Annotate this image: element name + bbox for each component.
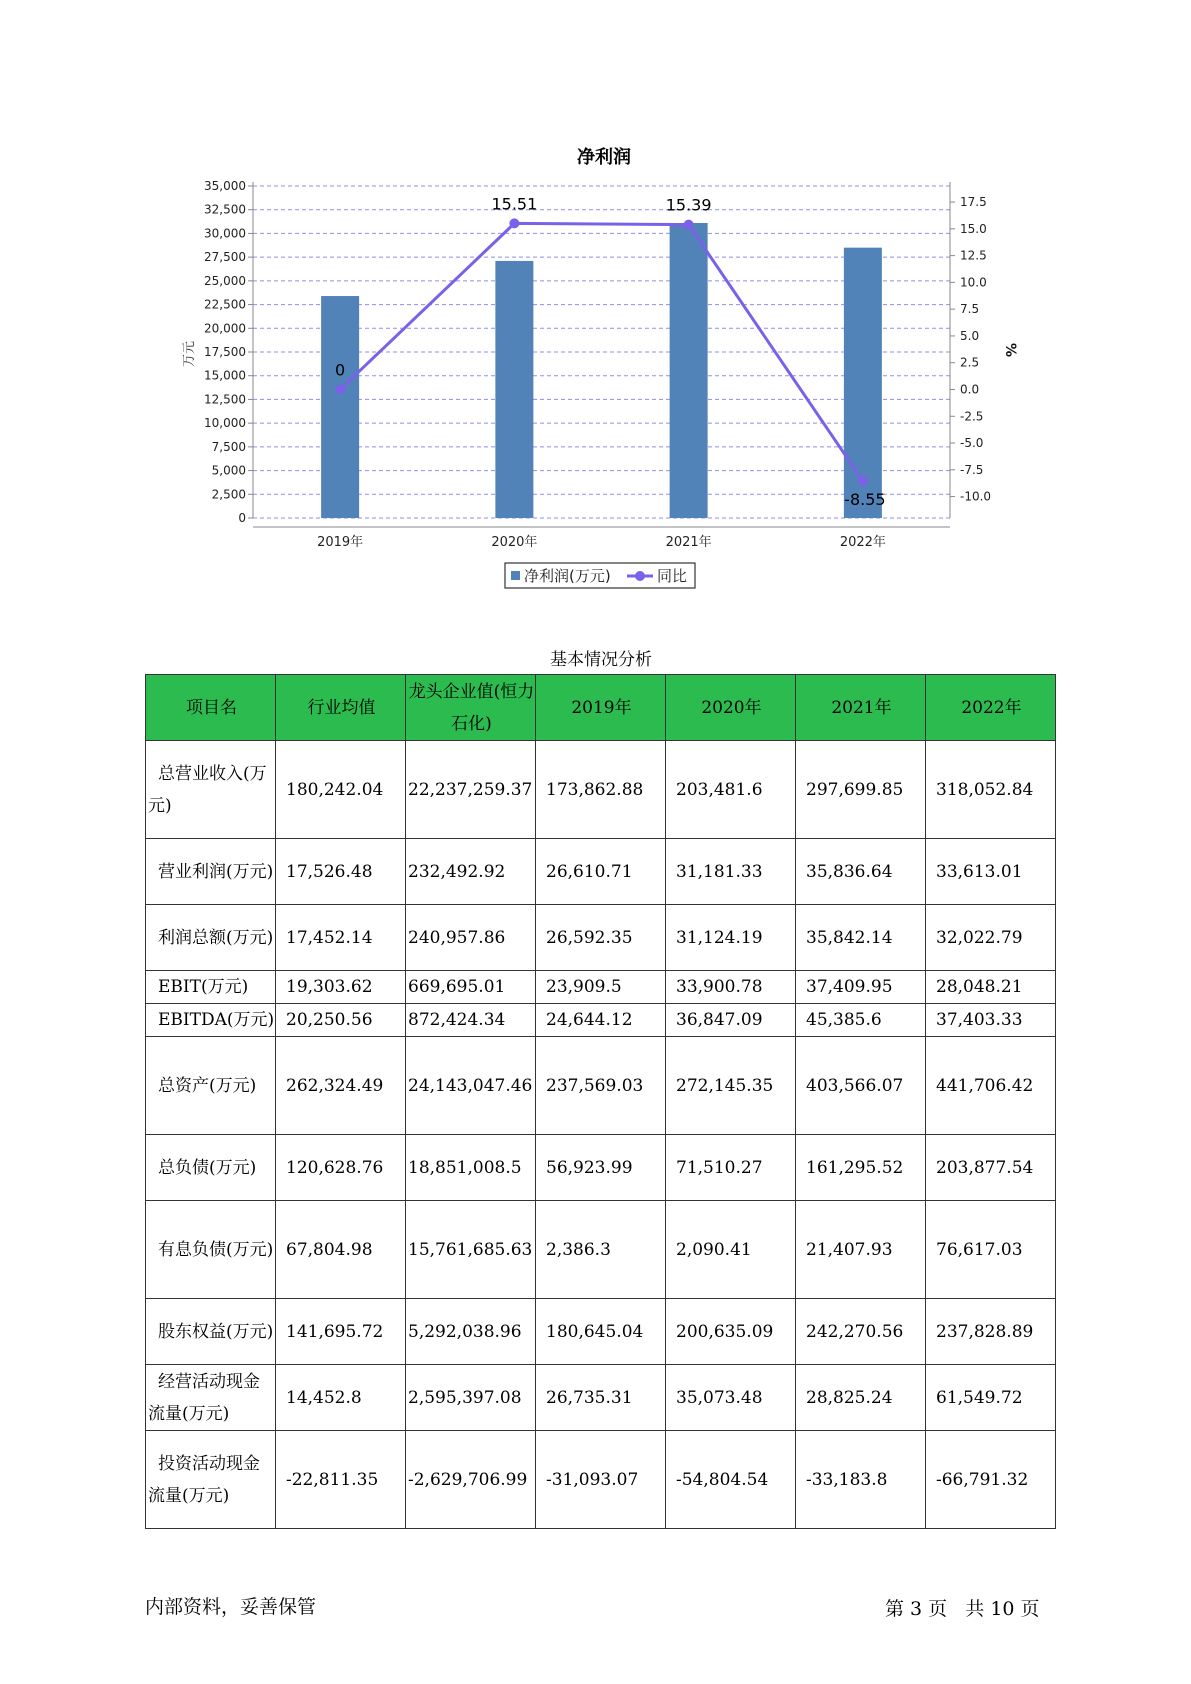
left-tick-label: 17,500 xyxy=(204,345,246,359)
value-cell: 37,403.33 xyxy=(926,1004,1056,1037)
legend-bar-label: 净利润(万元) xyxy=(524,567,611,585)
right-tick-label: 17.5 xyxy=(960,195,987,210)
value-cell: 26,610.71 xyxy=(536,839,666,905)
value-cell: 31,181.33 xyxy=(666,839,796,905)
value-cell: 14,452.8 xyxy=(276,1365,406,1431)
right-tick-label: 12.5 xyxy=(960,248,987,263)
value-cell: -2,629,706.99 xyxy=(406,1431,536,1529)
right-tick-label: 15.0 xyxy=(960,221,987,236)
left-axis-label: 万元 xyxy=(182,340,197,368)
column-header: 龙头企业值(恒力石化) xyxy=(406,675,536,741)
table-row xyxy=(146,741,1056,839)
value-cell: 35,836.64 xyxy=(796,839,926,905)
value-cell: 33,900.78 xyxy=(666,971,796,1004)
table-row xyxy=(146,1365,1056,1431)
x-tick-label: 2020年 xyxy=(491,535,538,550)
yoy-point xyxy=(858,476,868,486)
left-tick-label: 22,500 xyxy=(204,297,246,312)
value-cell: 318,052.84 xyxy=(926,741,1056,839)
x-tick-label: 2021年 xyxy=(665,535,712,550)
value-cell: 61,549.72 xyxy=(926,1365,1056,1431)
left-tick-label: 30,000 xyxy=(204,226,246,241)
value-cell: 2,386.3 xyxy=(536,1201,666,1299)
value-cell: -54,804.54 xyxy=(666,1431,796,1529)
value-cell: 37,409.95 xyxy=(796,971,926,1004)
net-profit-bar xyxy=(321,296,359,518)
yoy-point xyxy=(335,384,345,394)
right-axis-label: % xyxy=(1002,342,1018,358)
column-header: 项目名 xyxy=(146,675,276,741)
value-cell: 21,407.93 xyxy=(796,1201,926,1299)
value-cell: 45,385.6 xyxy=(796,1004,926,1037)
column-header: 行业均值 xyxy=(276,675,406,741)
value-cell: 17,452.14 xyxy=(276,905,406,971)
value-cell: 203,481.6 xyxy=(666,741,796,839)
value-cell: 237,828.89 xyxy=(926,1299,1056,1365)
basic-analysis-table xyxy=(145,674,1056,1529)
left-tick-label: 27,500 xyxy=(204,250,246,265)
left-tick-label: 25,000 xyxy=(204,273,246,288)
row-label-cell: 利润总额(万元) xyxy=(146,905,276,971)
legend-line-marker xyxy=(635,571,645,581)
row-label-cell: 投资活动现金流量(万元) xyxy=(146,1431,276,1529)
value-cell: 141,695.72 xyxy=(276,1299,406,1365)
right-tick-label: -5.0 xyxy=(960,436,984,451)
value-cell: 32,022.79 xyxy=(926,905,1056,971)
value-cell: 237,569.03 xyxy=(536,1037,666,1135)
value-cell: 24,143,047.46 xyxy=(406,1037,536,1135)
net-profit-bar xyxy=(495,261,533,518)
value-cell: 28,825.24 xyxy=(796,1365,926,1431)
value-cell: 403,566.07 xyxy=(796,1037,926,1135)
value-cell: 26,735.31 xyxy=(536,1365,666,1431)
value-cell: 180,242.04 xyxy=(276,741,406,839)
value-cell: 24,644.12 xyxy=(536,1004,666,1037)
value-cell: 232,492.92 xyxy=(406,839,536,905)
left-tick-label: 5,000 xyxy=(211,463,246,478)
value-cell: 19,303.62 xyxy=(276,971,406,1004)
table-row xyxy=(146,839,1056,905)
left-tick-label: 2,500 xyxy=(211,487,246,502)
value-cell: 240,957.86 xyxy=(406,905,536,971)
left-tick-label: 15,000 xyxy=(204,368,246,383)
left-tick-label: 10,000 xyxy=(204,416,246,431)
value-cell: 297,699.85 xyxy=(796,741,926,839)
value-cell: 26,592.35 xyxy=(536,905,666,971)
value-cell: -66,791.32 xyxy=(926,1431,1056,1529)
table-row xyxy=(146,1135,1056,1201)
column-header: 2019年 xyxy=(536,675,666,741)
yoy-data-label: 15.39 xyxy=(665,195,712,215)
right-tick-label: 5.0 xyxy=(960,328,980,343)
value-cell: 20,250.56 xyxy=(276,1004,406,1037)
table-row xyxy=(146,1299,1056,1365)
yoy-point xyxy=(509,218,519,228)
x-tick-label: 2022年 xyxy=(839,535,886,550)
net-profit-bar xyxy=(670,223,708,518)
footer-page-number: 第 3 页 共 10 页 xyxy=(885,1598,1040,1620)
value-cell: 872,424.34 xyxy=(406,1004,536,1037)
value-cell: 35,073.48 xyxy=(666,1365,796,1431)
table-row xyxy=(146,1201,1056,1299)
row-label-cell: 经营活动现金流量(万元) xyxy=(146,1365,276,1431)
value-cell: 35,842.14 xyxy=(796,905,926,971)
value-cell: 272,145.35 xyxy=(666,1037,796,1135)
left-tick-label: 35,000 xyxy=(204,179,246,193)
value-cell: 36,847.09 xyxy=(666,1004,796,1037)
table-row xyxy=(146,1037,1056,1135)
column-header: 2021年 xyxy=(796,675,926,741)
legend-bar-swatch xyxy=(511,571,520,580)
value-cell: 2,090.41 xyxy=(666,1201,796,1299)
value-cell: 17,526.48 xyxy=(276,839,406,905)
value-cell: -22,811.35 xyxy=(276,1431,406,1529)
right-tick-label: -2.5 xyxy=(960,409,984,424)
row-label-cell: EBIT(万元) xyxy=(146,971,276,1004)
yoy-line xyxy=(340,223,863,481)
right-tick-label: 0.0 xyxy=(960,382,980,397)
yoy-point xyxy=(684,220,694,230)
row-label-cell: 营业利润(万元) xyxy=(146,839,276,905)
x-tick-label: 2019年 xyxy=(317,535,364,550)
right-tick-label: 7.5 xyxy=(960,302,980,317)
row-label-cell: 总营业收入(万元) xyxy=(146,741,276,839)
table-row xyxy=(146,1431,1056,1529)
row-label-cell: EBITDA(万元) xyxy=(146,1004,276,1037)
value-cell: 120,628.76 xyxy=(276,1135,406,1201)
value-cell: 5,292,038.96 xyxy=(406,1299,536,1365)
value-cell: 441,706.42 xyxy=(926,1037,1056,1135)
value-cell: 28,048.21 xyxy=(926,971,1056,1004)
table-header-row xyxy=(146,675,1056,741)
net-profit-chart xyxy=(0,0,1191,600)
value-cell: 161,295.52 xyxy=(796,1135,926,1201)
value-cell: 31,124.19 xyxy=(666,905,796,971)
table-row xyxy=(146,971,1056,1004)
value-cell: -31,093.07 xyxy=(536,1431,666,1529)
value-cell: 2,595,397.08 xyxy=(406,1365,536,1431)
value-cell: 242,270.56 xyxy=(796,1299,926,1365)
value-cell: 71,510.27 xyxy=(666,1135,796,1201)
value-cell: 262,324.49 xyxy=(276,1037,406,1135)
value-cell: 203,877.54 xyxy=(926,1135,1056,1201)
value-cell: 200,635.09 xyxy=(666,1299,796,1365)
table-row xyxy=(146,905,1056,971)
value-cell: 180,645.04 xyxy=(536,1299,666,1365)
footer-confidential-note: 内部资料，妥善保管 xyxy=(145,1596,317,1618)
table-caption: 基本情况分析 xyxy=(550,650,652,670)
value-cell: 33,613.01 xyxy=(926,839,1056,905)
yoy-data-label: 0 xyxy=(335,360,346,380)
chart-title: 净利润 xyxy=(577,147,631,168)
row-label-cell: 总资产(万元) xyxy=(146,1037,276,1135)
right-tick-label: 10.0 xyxy=(960,275,987,290)
value-cell: 669,695.01 xyxy=(406,971,536,1004)
left-tick-label: 0 xyxy=(238,511,246,525)
left-tick-label: 12,500 xyxy=(204,392,246,407)
column-header: 2022年 xyxy=(926,675,1056,741)
column-header: 2020年 xyxy=(666,675,796,741)
yoy-data-label: 15.51 xyxy=(491,194,538,214)
value-cell: 15,761,685.63 xyxy=(406,1201,536,1299)
left-tick-label: 32,500 xyxy=(204,202,246,217)
right-tick-label: 2.5 xyxy=(960,355,980,370)
legend-line-label: 同比 xyxy=(657,567,688,585)
row-label-cell: 总负债(万元) xyxy=(146,1135,276,1201)
value-cell: -33,183.8 xyxy=(796,1431,926,1529)
yoy-data-label: -8.55 xyxy=(844,490,886,510)
value-cell: 173,862.88 xyxy=(536,741,666,839)
right-tick-label: -10.0 xyxy=(960,489,992,504)
right-tick-label: -7.5 xyxy=(960,462,984,477)
left-tick-label: 7,500 xyxy=(211,439,246,454)
value-cell: 76,617.03 xyxy=(926,1201,1056,1299)
value-cell: 23,909.5 xyxy=(536,971,666,1004)
value-cell: 67,804.98 xyxy=(276,1201,406,1299)
table-row xyxy=(146,1004,1056,1037)
value-cell: 22,237,259.37 xyxy=(406,741,536,839)
left-tick-label: 20,000 xyxy=(204,321,246,336)
value-cell: 18,851,008.5 xyxy=(406,1135,536,1201)
row-label-cell: 有息负债(万元) xyxy=(146,1201,276,1299)
value-cell: 56,923.99 xyxy=(536,1135,666,1201)
row-label-cell: 股东权益(万元) xyxy=(146,1299,276,1365)
